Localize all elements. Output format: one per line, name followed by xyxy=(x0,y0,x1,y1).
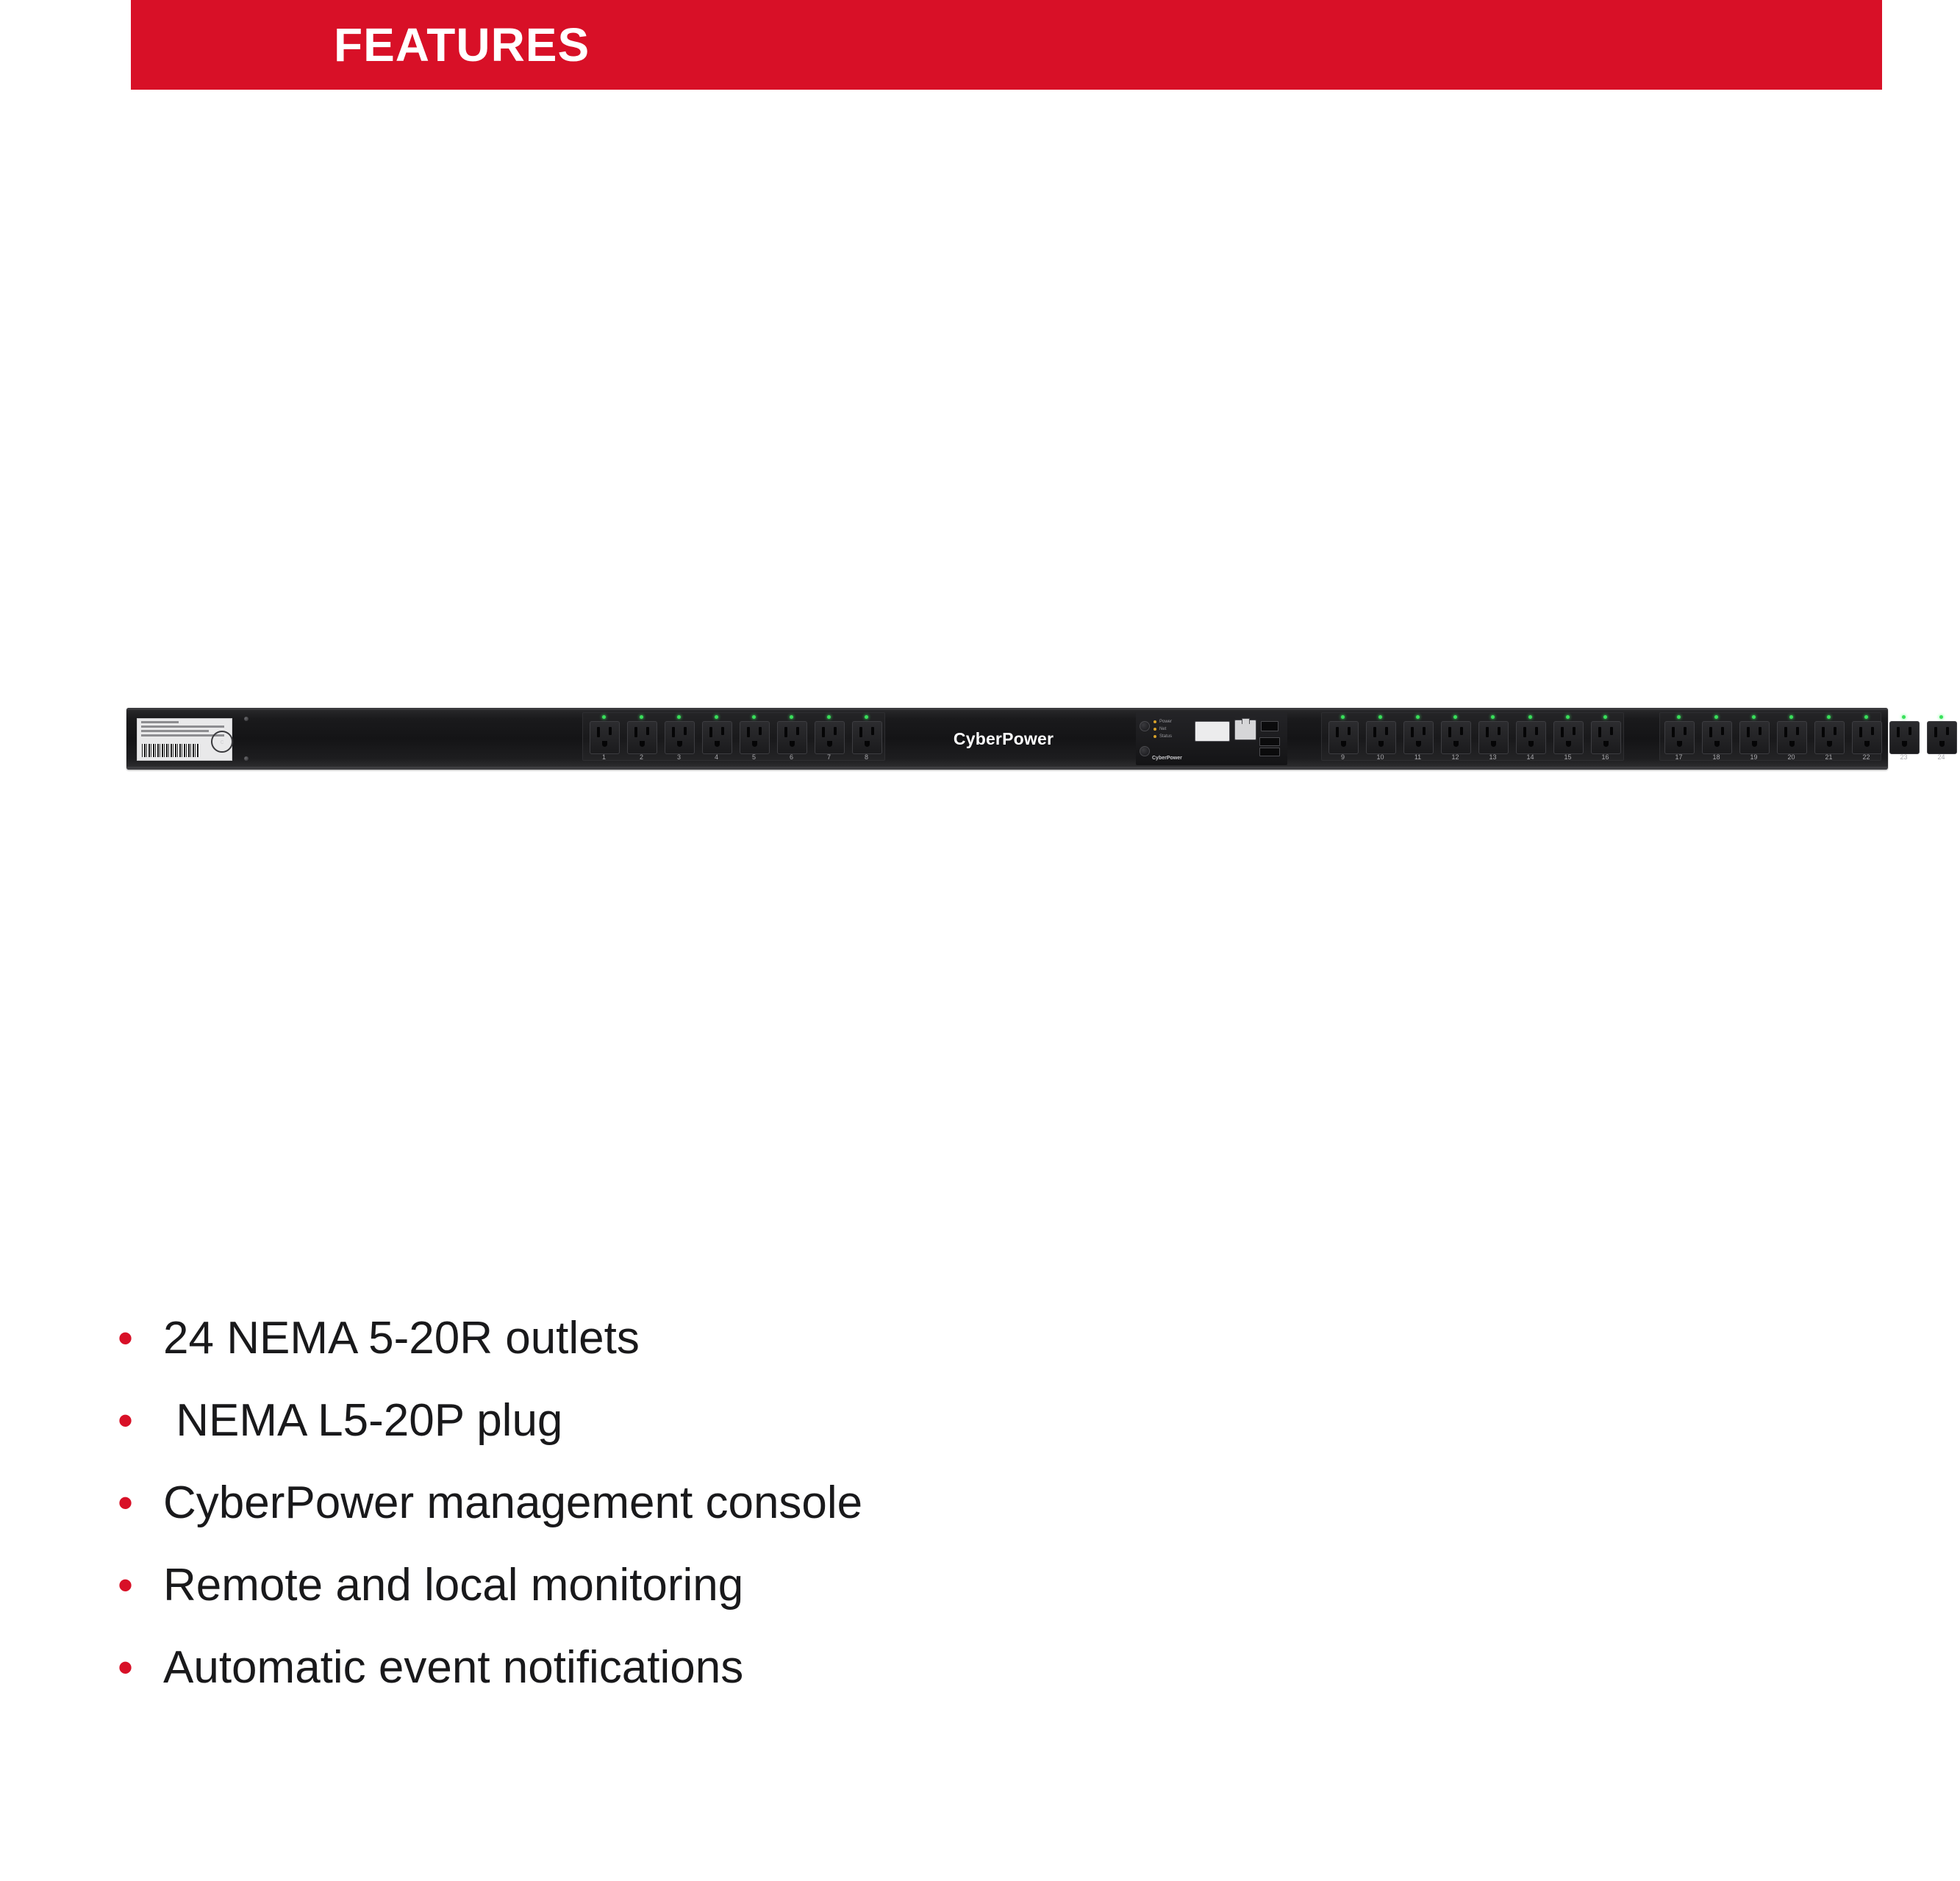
outlet-number: 10 xyxy=(1376,753,1384,761)
outlet-24 xyxy=(1924,714,1959,764)
outlet-slot-ground xyxy=(677,741,682,747)
outlet-number: 23 xyxy=(1900,753,1908,761)
status-led-row xyxy=(1154,734,1192,739)
outlet-slot-ground xyxy=(1939,741,1945,747)
outlet-slot-hot xyxy=(1423,727,1426,735)
outlet-8 xyxy=(849,714,884,764)
outlet-face xyxy=(1702,721,1732,754)
outlet-number: 24 xyxy=(1937,753,1945,761)
outlet-slot-neutral xyxy=(1897,727,1900,737)
outlet-slot-ground xyxy=(640,741,645,747)
outlet-slot-hot xyxy=(759,727,762,735)
outlet-slot-hot xyxy=(796,727,799,735)
outlet-15 xyxy=(1551,714,1585,764)
outlet-led-icon xyxy=(1603,715,1607,719)
outlet-led-icon xyxy=(677,715,681,719)
outlet-face xyxy=(1852,721,1882,754)
outlet-face xyxy=(740,721,770,754)
outlet-led-icon xyxy=(1528,715,1532,719)
outlet-number: 18 xyxy=(1712,753,1720,761)
outlet-slot-ground xyxy=(1827,741,1832,747)
outlet-slot-neutral xyxy=(784,727,787,737)
outlet-face xyxy=(1553,721,1584,754)
outlet-slot-ground xyxy=(1453,741,1459,747)
outlet-bank-right xyxy=(1660,714,1960,764)
label-line xyxy=(141,730,209,732)
outlet-led-icon xyxy=(1789,715,1793,719)
outlet-16 xyxy=(1588,714,1623,764)
bullet-icon: • xyxy=(118,1314,134,1363)
pdu-bottom-edge xyxy=(126,767,1888,770)
outlet-slot-neutral xyxy=(1934,727,1937,737)
outlet-slot-hot xyxy=(1909,727,1911,735)
screw-icon xyxy=(244,717,248,721)
outlet-face xyxy=(1739,721,1770,754)
page-title: FEATURES xyxy=(334,18,590,71)
outlet-number: 13 xyxy=(1489,753,1497,761)
bullet-icon: • xyxy=(118,1478,134,1527)
outlet-slot-hot xyxy=(1348,727,1351,735)
outlet-number: 7 xyxy=(826,753,831,761)
outlet-11 xyxy=(1401,714,1435,764)
outlet-number: 20 xyxy=(1787,753,1795,761)
outlet-slot-hot xyxy=(646,727,649,735)
outlet-led-icon xyxy=(1341,715,1345,719)
outlet-slot-ground xyxy=(1714,741,1720,747)
outlet-number: 22 xyxy=(1862,753,1870,761)
outlet-slot-ground xyxy=(1677,741,1682,747)
outlet-12 xyxy=(1438,714,1473,764)
outlet-slot-neutral xyxy=(597,727,600,737)
outlet-slot-neutral xyxy=(634,727,637,737)
outlet-slot-neutral xyxy=(1859,727,1862,737)
list-item xyxy=(118,1476,1441,1530)
outlet-number: 19 xyxy=(1750,753,1758,761)
outlet-face xyxy=(1328,721,1359,754)
outlet-slot-hot xyxy=(1759,727,1762,735)
outlet-face xyxy=(1516,721,1546,754)
usb-port-icon xyxy=(1261,721,1278,731)
features-header-band xyxy=(131,0,1882,90)
serial-port-icon xyxy=(1259,737,1280,746)
outlet-number: 2 xyxy=(639,753,643,761)
outlet-number: 1 xyxy=(601,753,606,761)
outlet-led-icon xyxy=(827,715,831,719)
led-icon xyxy=(1154,728,1156,731)
list-item xyxy=(118,1394,1441,1448)
outlet-23 xyxy=(1886,714,1921,764)
outlet-1 xyxy=(587,714,621,764)
outlet-slot-neutral xyxy=(1373,727,1376,737)
status-led-row xyxy=(1154,720,1192,724)
outlet-led-icon xyxy=(1902,715,1906,719)
outlet-slot-ground xyxy=(1603,741,1609,747)
pdu-rating-label xyxy=(137,718,232,761)
feature-text: NEMA L5-20P plug xyxy=(163,1395,563,1446)
outlet-led-icon xyxy=(1939,715,1943,719)
outlet-number: 12 xyxy=(1451,753,1459,761)
outlet-slot-hot xyxy=(1498,727,1501,735)
label-line xyxy=(141,721,179,723)
outlet-face xyxy=(1889,721,1920,754)
outlet-19 xyxy=(1737,714,1771,764)
outlet-slot-ground xyxy=(715,741,720,747)
certification-mark-icon: c xyxy=(211,731,233,753)
outlet-slot-hot xyxy=(871,727,874,735)
outlet-slot-neutral xyxy=(1709,727,1712,737)
bullet-icon: • xyxy=(118,1396,134,1445)
outlet-slot-hot xyxy=(1684,727,1687,735)
outlet-slot-neutral xyxy=(672,727,675,737)
outlet-face xyxy=(1777,721,1807,754)
outlet-7 xyxy=(812,714,846,764)
outlet-slot-ground xyxy=(602,741,607,747)
outlet-slot-ground xyxy=(790,741,795,747)
outlet-slot-hot xyxy=(1946,727,1949,735)
outlet-face xyxy=(1403,721,1434,754)
features-list xyxy=(118,1311,1441,1723)
outlet-led-icon xyxy=(715,715,718,719)
outlet-slot-neutral xyxy=(1448,727,1451,737)
outlet-slot-hot xyxy=(1721,727,1724,735)
outlet-number: 5 xyxy=(751,753,756,761)
outlet-slot-ground xyxy=(1789,741,1795,747)
outlet-6 xyxy=(774,714,809,764)
led-icon xyxy=(1154,735,1156,738)
outlet-led-icon xyxy=(1566,715,1570,719)
outlet-slot-neutral xyxy=(1411,727,1414,737)
outlet-number: 6 xyxy=(789,753,793,761)
outlet-slot-neutral xyxy=(822,727,825,737)
outlet-slot-hot xyxy=(1834,727,1836,735)
outlet-face xyxy=(1441,721,1471,754)
outlet-slot-ground xyxy=(1378,741,1384,747)
outlet-slot-hot xyxy=(1871,727,1874,735)
feature-text: Automatic event notifications xyxy=(163,1642,744,1693)
outlet-led-icon xyxy=(752,715,756,719)
module-lcd-display xyxy=(1195,721,1230,742)
outlet-slot-hot xyxy=(1460,727,1463,735)
outlet-slot-hot xyxy=(1610,727,1613,735)
outlet-slot-hot xyxy=(834,727,837,735)
product-image-pdu xyxy=(126,708,1945,770)
outlet-slot-ground xyxy=(1528,741,1534,747)
outlet-9 xyxy=(1326,714,1360,764)
outlet-slot-ground xyxy=(1902,741,1907,747)
outlet-face xyxy=(777,721,807,754)
outlet-face xyxy=(1664,721,1695,754)
outlet-slot-neutral xyxy=(1784,727,1787,737)
outlet-22 xyxy=(1849,714,1884,764)
outlet-slot-neutral xyxy=(1523,727,1526,737)
outlet-4 xyxy=(699,714,734,764)
outlet-slot-hot xyxy=(721,727,724,735)
outlet-3 xyxy=(662,714,696,764)
outlet-led-icon xyxy=(865,715,868,719)
outlet-face xyxy=(1927,721,1957,754)
outlet-18 xyxy=(1699,714,1734,764)
sensor-port-icon xyxy=(1259,748,1280,756)
bullet-icon: • xyxy=(118,1561,134,1610)
outlet-face xyxy=(852,721,882,754)
outlet-2 xyxy=(624,714,659,764)
bullet-icon: • xyxy=(118,1643,134,1692)
outlet-slot-neutral xyxy=(1336,727,1339,737)
outlet-21 xyxy=(1811,714,1846,764)
outlet-slot-ground xyxy=(827,741,832,747)
outlet-slot-hot xyxy=(1385,727,1388,735)
outlet-slot-ground xyxy=(1752,741,1757,747)
outlet-slot-hot xyxy=(1573,727,1575,735)
outlet-number: 11 xyxy=(1414,753,1422,761)
outlet-led-icon xyxy=(1453,715,1457,719)
outlet-number: 14 xyxy=(1526,753,1534,761)
outlet-face xyxy=(1366,721,1396,754)
outlet-led-icon xyxy=(602,715,606,719)
outlet-led-icon xyxy=(790,715,793,719)
outlet-slot-ground xyxy=(1864,741,1870,747)
outlet-13 xyxy=(1476,714,1510,764)
outlet-led-icon xyxy=(1378,715,1382,719)
outlet-face xyxy=(815,721,845,754)
module-brand-label: CyberPower xyxy=(1152,756,1182,761)
screw-icon xyxy=(1140,721,1150,731)
outlet-slot-neutral xyxy=(709,727,712,737)
outlet-led-icon xyxy=(1677,715,1681,719)
outlet-slot-neutral xyxy=(1747,727,1750,737)
outlet-slot-neutral xyxy=(747,727,750,737)
outlet-slot-hot xyxy=(684,727,687,735)
barcode-icon xyxy=(142,744,199,757)
outlet-led-icon xyxy=(640,715,643,719)
outlet-led-icon xyxy=(1864,715,1868,719)
list-item xyxy=(118,1641,1441,1695)
outlet-led-icon xyxy=(1827,715,1831,719)
outlet-slot-neutral xyxy=(1598,727,1601,737)
led-label: Status xyxy=(1159,734,1173,739)
outlet-bank-left xyxy=(585,714,885,764)
outlet-led-icon xyxy=(1752,715,1756,719)
outlet-led-icon xyxy=(1714,715,1718,719)
feature-text: CyberPower management console xyxy=(163,1477,863,1528)
outlet-number: 4 xyxy=(714,753,718,761)
outlet-slot-ground xyxy=(1566,741,1571,747)
module-status-leds xyxy=(1154,720,1192,742)
outlet-face xyxy=(1591,721,1621,754)
outlet-slot-neutral xyxy=(1672,727,1675,737)
outlet-14 xyxy=(1513,714,1548,764)
status-led-row xyxy=(1154,727,1192,731)
outlet-20 xyxy=(1774,714,1809,764)
outlet-10 xyxy=(1363,714,1398,764)
outlet-number: 21 xyxy=(1825,753,1833,761)
outlet-number: 8 xyxy=(864,753,868,761)
outlet-number: 15 xyxy=(1564,753,1572,761)
feature-text: Remote and local monitoring xyxy=(163,1560,744,1611)
list-item xyxy=(118,1311,1441,1366)
led-label: Power xyxy=(1159,720,1173,724)
pdu-brand-logo: CyberPower xyxy=(953,729,1054,748)
outlet-slot-hot xyxy=(609,727,612,735)
pdu-chassis xyxy=(126,708,1945,770)
led-label: Net xyxy=(1159,727,1167,731)
outlet-slot-ground xyxy=(1341,741,1346,747)
list-item xyxy=(118,1558,1441,1613)
outlet-slot-ground xyxy=(865,741,870,747)
feature-text: 24 NEMA 5-20R outlets xyxy=(163,1313,640,1364)
outlet-number: 17 xyxy=(1675,753,1683,761)
outlet-face xyxy=(1478,721,1509,754)
outlet-led-icon xyxy=(1416,715,1420,719)
outlet-slot-ground xyxy=(752,741,757,747)
outlet-bank-mid xyxy=(1324,714,1624,764)
outlet-slot-neutral xyxy=(1486,727,1489,737)
outlet-face xyxy=(590,721,620,754)
outlet-face xyxy=(665,721,695,754)
ethernet-port-icon xyxy=(1234,720,1256,740)
outlet-led-icon xyxy=(1491,715,1495,719)
outlet-slot-ground xyxy=(1416,741,1421,747)
outlet-number: 9 xyxy=(1340,753,1345,761)
outlet-slot-hot xyxy=(1535,727,1538,735)
outlet-slot-hot xyxy=(1796,727,1799,735)
outlet-slot-neutral xyxy=(1561,727,1564,737)
outlet-17 xyxy=(1662,714,1696,764)
outlet-slot-neutral xyxy=(859,727,862,737)
pdu-network-module xyxy=(1136,712,1287,765)
outlet-5 xyxy=(737,714,771,764)
outlet-face xyxy=(1814,721,1845,754)
outlet-face xyxy=(702,721,732,754)
label-line xyxy=(141,725,224,728)
screw-icon xyxy=(244,756,248,761)
led-icon xyxy=(1154,720,1156,723)
pdu-top-edge xyxy=(126,708,1888,710)
outlet-number: 16 xyxy=(1601,753,1609,761)
outlet-slot-ground xyxy=(1491,741,1496,747)
outlet-number: 3 xyxy=(676,753,681,761)
screw-icon xyxy=(1140,746,1150,756)
outlet-face xyxy=(627,721,657,754)
outlet-slot-neutral xyxy=(1822,727,1825,737)
